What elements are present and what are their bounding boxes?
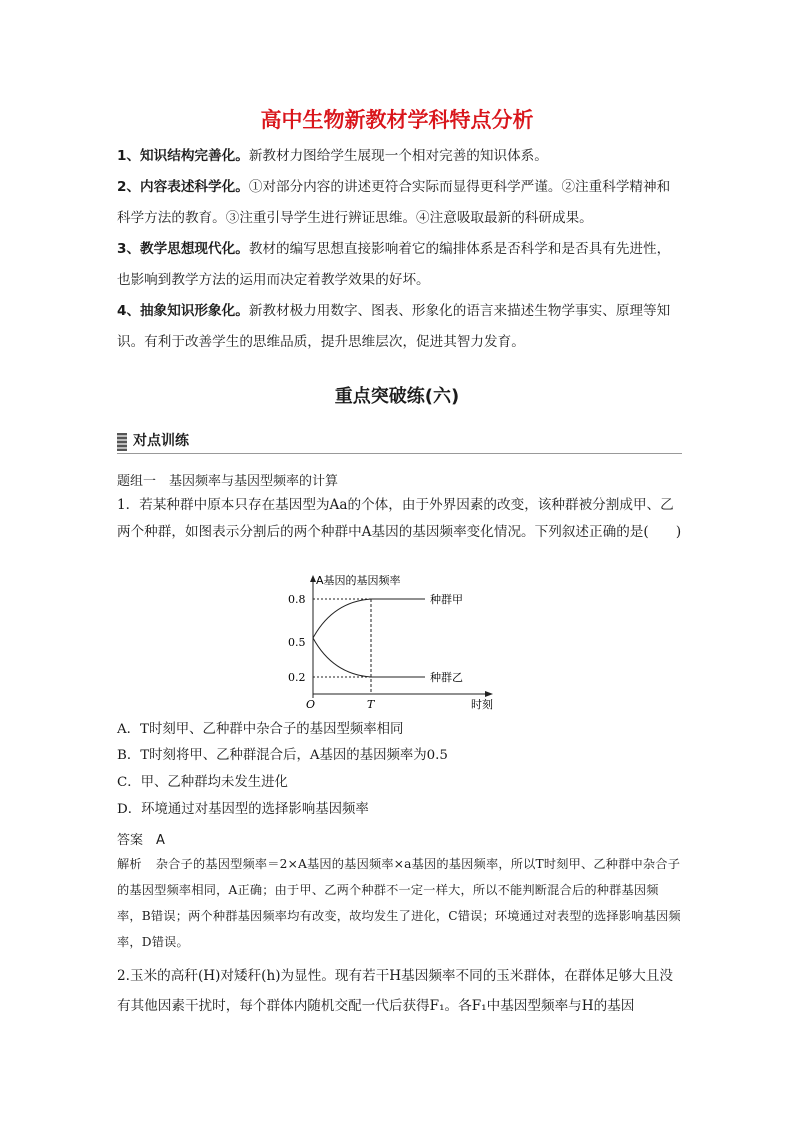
series-line-jia xyxy=(313,599,425,638)
analysis-text: 杂合子的基因型频率＝2×A基因的基因频率×a基因的基因频率，所以T时刻甲、乙种群中杂合子的基因型频率相同，A正确；由于甲、乙两个种群不一定一样大，所以不能判断混合后的种群基因频率，B错误；两个种群基因频率均有改变，故均发生了进化，C错误；环境通过对表型的选择影响基因频率，D错误。 xyxy=(117,857,681,949)
x-axis-arrow-icon xyxy=(485,691,493,697)
feature-3-body: 教材的编写思想直接影响着它的编排体系是否科学和是否具有先进性，也影响到教学方法的运用而决定着教学效果的好坏。 xyxy=(117,241,671,288)
x-tick-label-T: T xyxy=(367,698,375,711)
question-1-option-c: C．甲、乙种群均未发生进化 xyxy=(117,775,288,790)
allele-frequency-chart xyxy=(285,572,515,712)
feature-1-body: 新教材力图给学生展现一个相对完善的知识体系。 xyxy=(248,148,548,164)
question-1-option-d: D．环境通过对基因型的选择影响基因频率 xyxy=(117,802,369,817)
origin-label: O xyxy=(306,698,316,711)
question-1-option-b: B．T时刻将甲、乙种群混合后，A基因的基因频率为0.5 xyxy=(117,748,448,763)
subsection-header xyxy=(117,430,682,454)
feature-4 xyxy=(117,296,682,358)
question-1-answer xyxy=(117,829,165,848)
feature-1-head: 1、知识结构完善化。 xyxy=(117,148,249,164)
feature-2-body: ①对部分内容的讲述更符合实际而显得更科学严谨。②注重科学精神和科学方法的教育。③注重引导学生进行辨证思维。④注意吸取最新的科研成果。 xyxy=(117,179,671,226)
subsection-label: 对点训练 xyxy=(133,433,189,449)
group-title: 题组一 基因频率与基因型频率的计算 xyxy=(117,474,339,489)
question-1-stem: 1．若某种群中原本只存在基因型为Aa的个体，由于外界因素的改变，该种群被分割成甲、乙两个种群，如图表示分割后的两个种群中A基因的基因频率变化情况。下列叙述正确的是( ) xyxy=(117,497,682,540)
subsection-divider xyxy=(117,453,682,454)
feature-1 xyxy=(117,141,682,172)
question-1-analysis xyxy=(117,851,682,955)
feature-2-head: 2、内容表述科学化。 xyxy=(117,179,249,195)
section-marker-icon xyxy=(117,433,127,451)
feature-2 xyxy=(117,172,682,234)
y-tick-label-0.5: 0.5 xyxy=(288,636,306,649)
series-label-yi: 种群乙 xyxy=(430,671,463,684)
answer-label: 答案 xyxy=(117,833,144,848)
y-tick-label-0.8: 0.8 xyxy=(288,593,306,606)
feature-3 xyxy=(117,234,682,296)
y-axis-label: A基因的基因频率 xyxy=(316,574,401,587)
section-title: 重点突破练(六) xyxy=(334,386,460,407)
feature-4-head: 4、抽象知识形象化。 xyxy=(117,303,249,319)
feature-3-head: 3、教学思想现代化。 xyxy=(117,241,249,257)
answer-value: A xyxy=(156,833,165,848)
page-title: 高中生物新教材学科特点分析 xyxy=(260,108,534,132)
feature-4-body: 新教材极力用数字、图表、形象化的语言来描述生物学事实、原理等知识。有利于改善学生的思维品质，提升思维层次，促进其智力发育。 xyxy=(117,303,671,350)
question-2-stem: 2.玉米的高秆(H)对矮秆(h)为显性。现有若干H基因频率不同的玉米群体，在群体足够大且没有其他因素干扰时，每个群体内随机交配一代后获得F₁。各F₁中基因型频率与H的基因 xyxy=(117,968,674,1014)
analysis-label: 解析 xyxy=(117,857,142,871)
question-1-option-a: A．T时刻甲、乙种群中杂合子的基因型频率相同 xyxy=(117,722,404,737)
x-axis-label: 时刻 xyxy=(471,698,493,711)
series-label-jia: 种群甲 xyxy=(430,593,463,606)
series-line-yi xyxy=(313,638,425,677)
y-tick-label-0.2: 0.2 xyxy=(288,671,306,684)
